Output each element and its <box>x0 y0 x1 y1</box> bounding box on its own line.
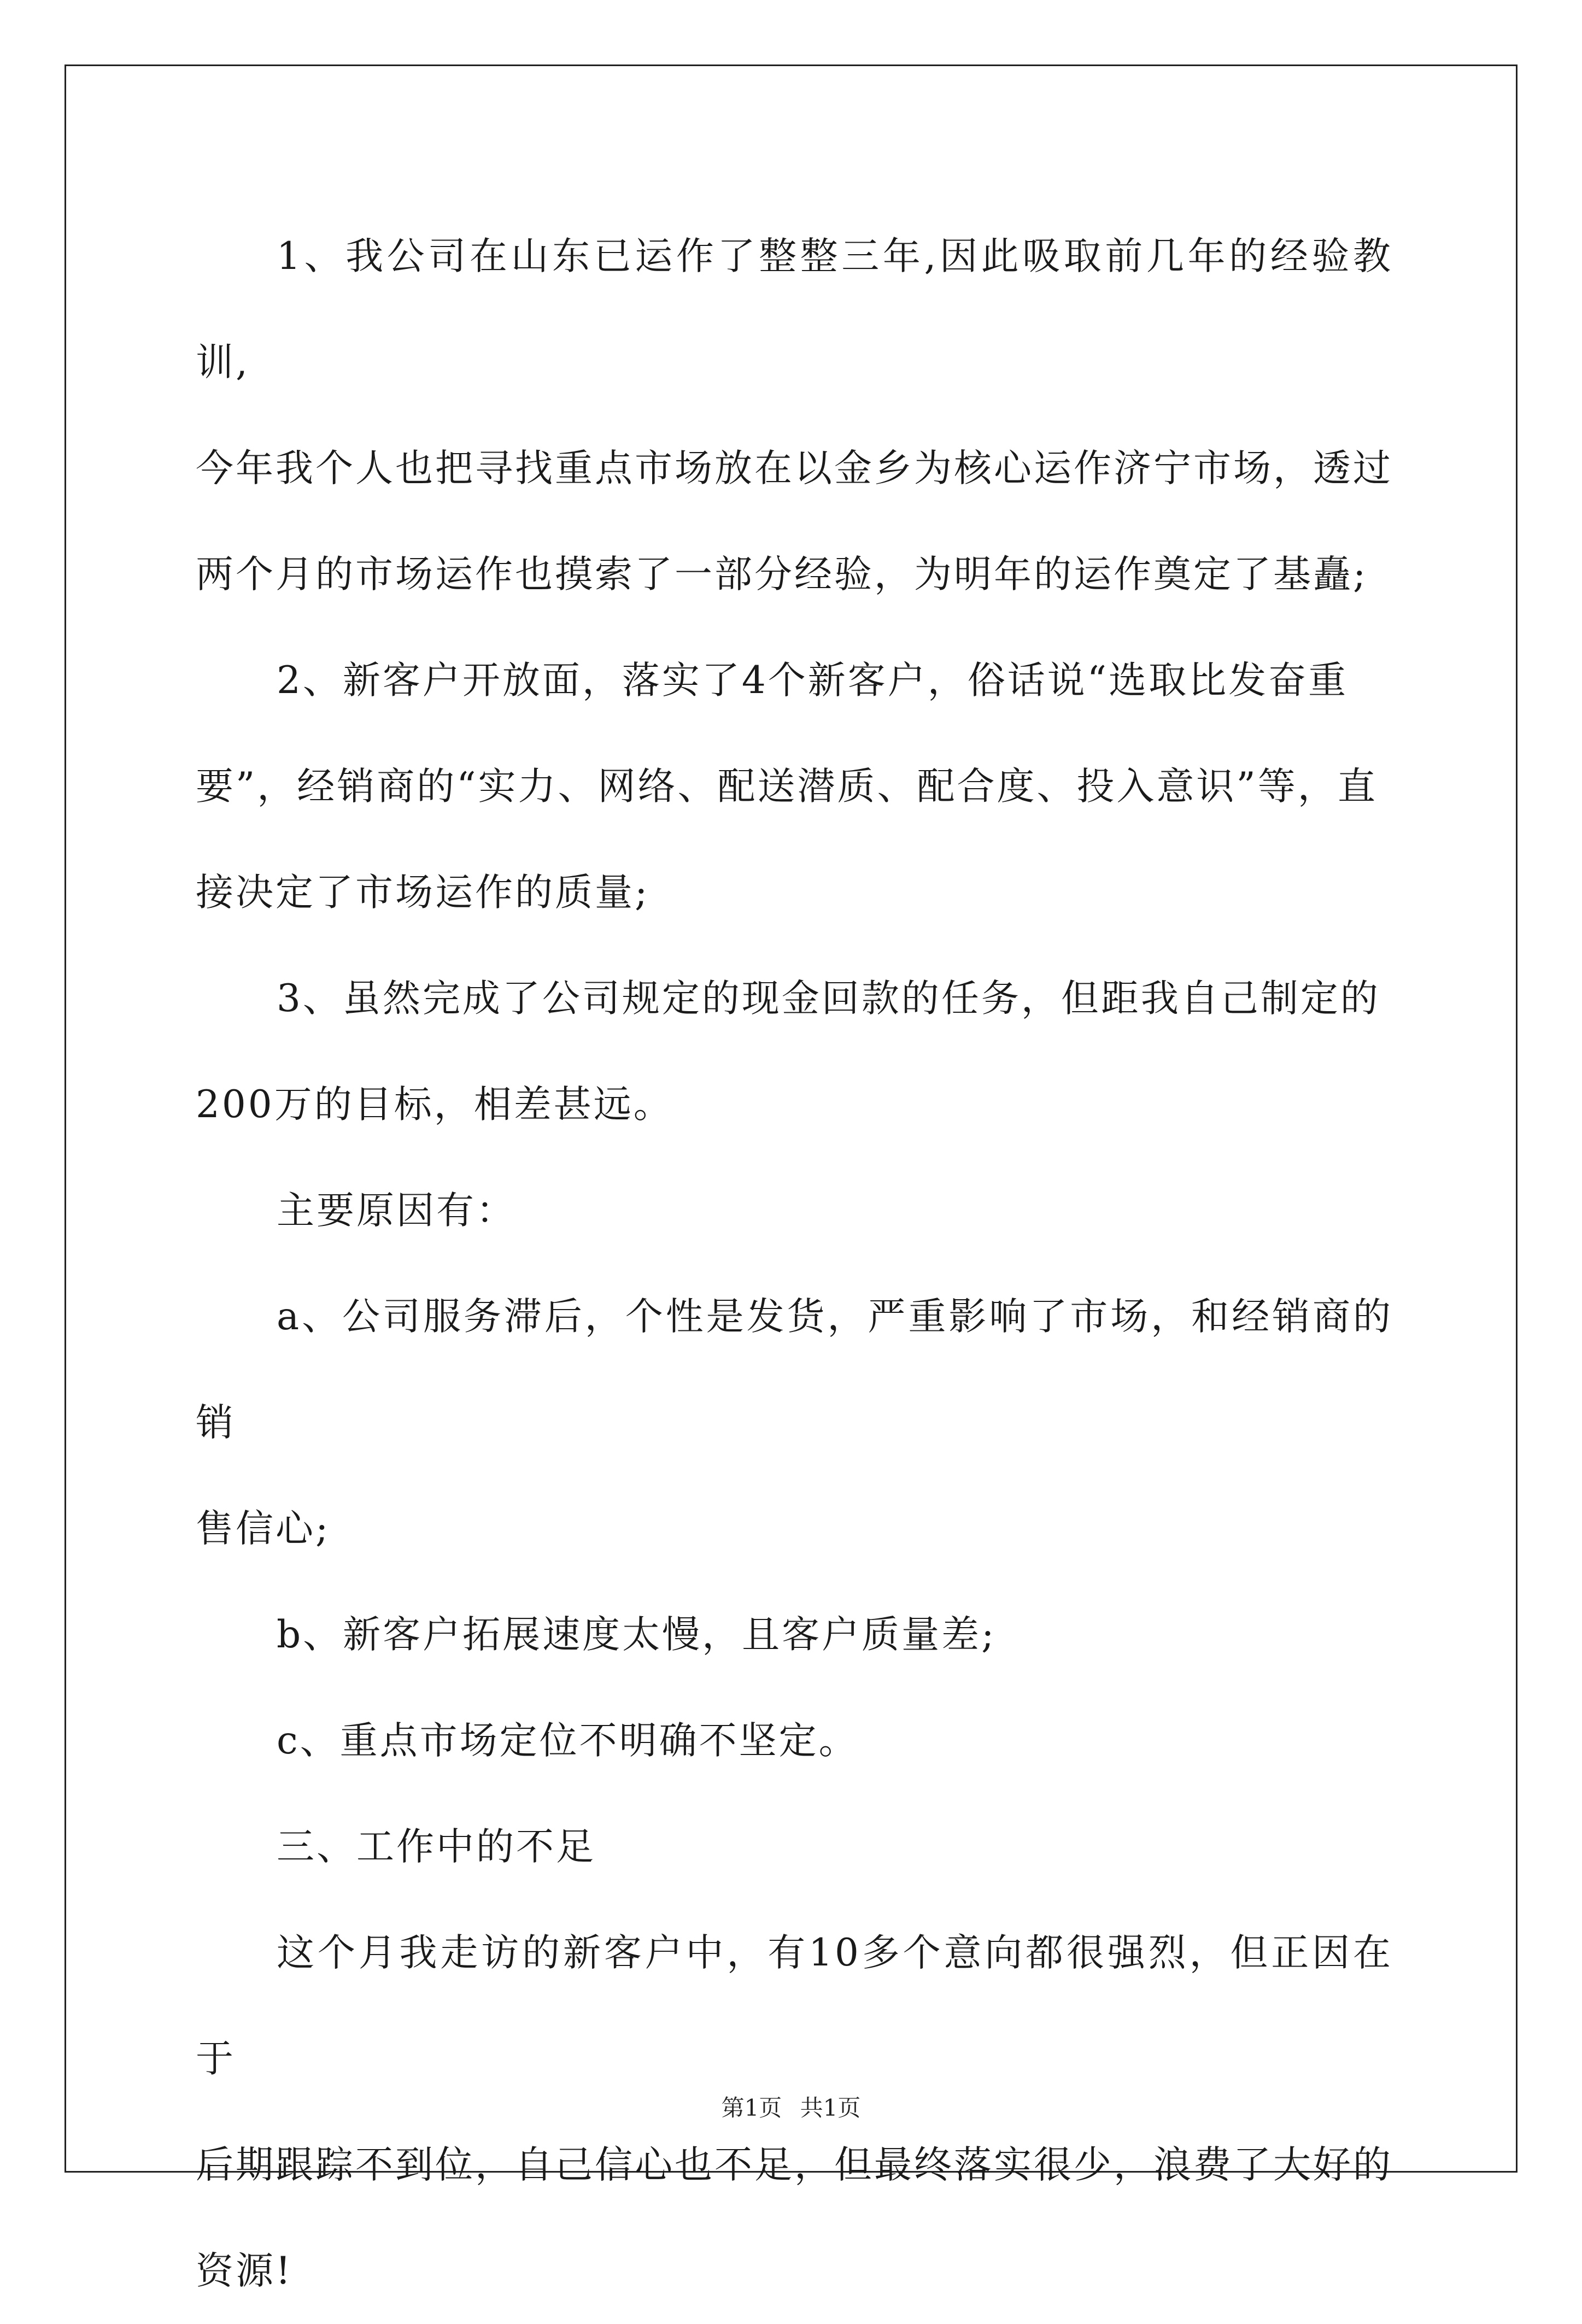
text-line: 两个月的市场运作也摸索了一部分经验，为明年的运作奠定了基矗; <box>196 553 1368 596</box>
section-heading: 三、工作中的不足 <box>277 1825 596 1869</box>
text-line: 后期跟踪不到位，自己信心也不足，但最终落实很少，浪费了大好的 <box>196 2143 1393 2187</box>
page-total: 共1页 <box>800 2094 861 2121</box>
text-line: 要”，经销商的“实力、网络、配送潜质、配合度、投入意识”等，直 <box>196 765 1378 808</box>
text-line: 今年我个人也把寻找重点市场放在以金乡为核心运作济宁市场，透过 <box>196 447 1393 490</box>
text-line: b、新客户拓展速度太慢，且客户质量差; <box>277 1613 997 1657</box>
text-line: 资源! <box>196 2249 293 2293</box>
text-line: 1、我公司在山东已运作了整整三年,因此吸取前几年的经验教训, <box>196 234 1393 384</box>
page-footer <box>0 2090 1582 2123</box>
text-line: 2、新客户开放面，落实了4个新客户，俗话说“选取比发奋重 <box>277 659 1349 702</box>
text-line: 售信心; <box>196 1507 331 1551</box>
text-line: 这个月我走访的新客户中，有10多个意向都很强烈，但正因在于 <box>196 1931 1393 2081</box>
text-line: 200万的目标，相差甚远。 <box>196 1083 673 1126</box>
page-number: 第1页 <box>721 2094 782 2121</box>
text-line: a、公司服务滞后，个性是发货，严重影响了市场，和经销商的销 <box>196 1295 1393 1445</box>
text-line: 主要原因有： <box>277 1189 516 1233</box>
text-line: 接决定了市场运作的质量; <box>196 871 650 914</box>
text-line: 3、虽然完成了公司规定的现金回款的任务，但距我自己制定的 <box>277 977 1380 1020</box>
document-body <box>196 203 1393 2324</box>
text-line: c、重点市场定位不明确不坚定。 <box>277 1719 859 1763</box>
